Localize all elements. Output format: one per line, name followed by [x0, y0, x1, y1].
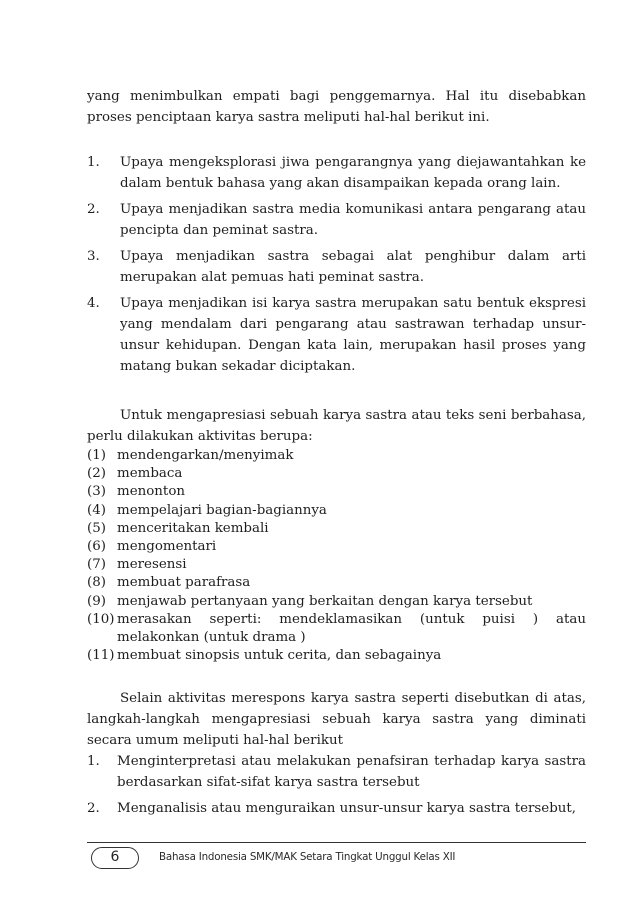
list-item-number: (4) [87, 502, 106, 518]
list-item-number: (7) [87, 557, 106, 573]
list-item-number: (8) [87, 575, 106, 591]
effort-list [87, 152, 586, 377]
list-item [87, 751, 586, 793]
list-item-number: (2) [87, 466, 106, 482]
list-item-number: 2. [87, 801, 100, 817]
list-item-number: (6) [87, 539, 106, 555]
list-item-text: merasakan seperti: mendeklamasikan (untuk puisi ) atau melakonkan (untuk drama ) [117, 611, 586, 646]
list-item-text: membuat sinopsis untuk cerita, dan sebagainya [117, 648, 442, 664]
list-item-text: Upaya mengeksplorasi jiwa pengarangnya yang diejawantahkan ke dalam bentuk bahasa yang akan disampaikan kepada orang lain. [120, 155, 586, 191]
list-item-number: 4. [87, 296, 100, 311]
spacer [87, 382, 586, 405]
steps-list [87, 751, 586, 819]
spacer [87, 128, 586, 152]
footer-divider [87, 842, 586, 843]
list-item-number: (10) [87, 611, 115, 627]
list-item-text: mendengarkan/menyimak [117, 448, 294, 463]
list-item [87, 465, 586, 483]
list-item-text: Upaya menjadikan sastra sebagai alat penghibur dalam arti merupakan alat pemuas hati peminat sastra. [120, 249, 586, 285]
list-item [87, 798, 586, 819]
list-item-number: 1. [87, 155, 100, 170]
list-item-number: (9) [87, 593, 106, 609]
list-item-number: 3. [87, 249, 100, 264]
list-item-text: mempelajari bagian-bagiannya [117, 502, 327, 518]
list-item-number: (5) [87, 520, 106, 536]
list-item-number: 1. [87, 754, 100, 770]
list-item [87, 199, 586, 241]
list-item-number: (1) [87, 448, 106, 463]
list-item [87, 152, 586, 194]
list-item [87, 483, 586, 501]
intro-paragraph: yang menimbulkan empati bagi penggemarnya. Hal itu disebabkan proses penciptaan karya sastra meliputi hal-hal berikut ini. [87, 89, 586, 125]
list-item-text: Menginterpretasi atau melakukan penafsiran terhadap karya sastra berdasarkan sifat-sifat karya sastra tersebut [117, 754, 586, 791]
list-item-text: meresensi [117, 557, 187, 573]
list-item [87, 538, 586, 556]
list-item [87, 593, 586, 611]
page-footer [87, 842, 586, 872]
list-item [87, 520, 586, 538]
list-item [87, 502, 586, 520]
list-item [87, 556, 586, 574]
list-item [87, 246, 586, 288]
activity-list [87, 447, 586, 665]
page-number-badge: 6 [91, 847, 139, 869]
list-item-text: membaca [117, 466, 183, 482]
list-item [87, 611, 586, 647]
steps-intro-paragraph: Selain aktivitas merespons karya sastra seperti disebutkan di atas, langkah-langkah mengapresiasi sebuah karya sastra yang diminati secara umum meliputi hal-hal berikut [87, 691, 586, 749]
page-body [87, 86, 586, 824]
list-item-text: menjawab pertanyaan yang berkaitan dengan karya tersebut [117, 593, 533, 609]
list-item-text: mengomentari [117, 539, 217, 555]
spacer [87, 665, 586, 688]
list-item-text: menceritakan kembali [117, 520, 269, 536]
activities-intro-paragraph: Untuk mengapresiasi sebuah karya sastra atau teks seni berbahasa, perlu dilakukan aktivitas berupa: [87, 408, 586, 444]
list-item-text: membuat parafrasa [117, 575, 251, 591]
list-item [87, 447, 586, 465]
list-item [87, 647, 586, 665]
list-item-text: menonton [117, 484, 185, 500]
list-item-number: (3) [87, 484, 106, 500]
list-item [87, 293, 586, 377]
list-item [87, 574, 586, 592]
list-item-number: 2. [87, 202, 100, 217]
footer-book-title: Bahasa Indonesia SMK/MAK Setara Tingkat Unggul Kelas XII [159, 851, 456, 863]
list-item-text: Menganalisis atau menguraikan unsur-unsur karya sastra tersebut, [117, 801, 577, 817]
list-item-text: Upaya menjadikan isi karya sastra merupakan satu bentuk ekspresi yang mendalam dari pengarang atau sastrawan terhadap unsur-unsur kehidupan. Dengan kata lain, merupakan hasil proses yang matang bukan sekadar diciptakan. [120, 296, 586, 374]
list-item-text: Upaya menjadikan sastra media komunikasi antara pengarang atau pencipta dan peminat sastra. [120, 202, 586, 238]
list-item-number: (11) [87, 648, 115, 664]
